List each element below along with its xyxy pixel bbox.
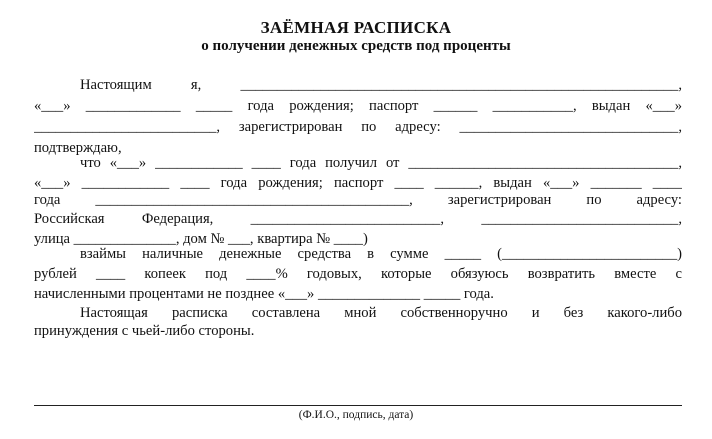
text-line-14: принуждения с чьей-либо стороны.	[34, 323, 255, 339]
signature-line	[34, 405, 682, 406]
document-subtitle: о получении денежных средств под проценты	[201, 38, 511, 54]
text-line-8: Российская Федерация, __________________________, ___________________________,	[34, 211, 682, 227]
text-line-11: рублей ____ копеек под ____% годовых, которые обязуюсь возвратить вместе с	[34, 266, 682, 282]
text-line-5: что «___» ____________ ____ года получил от _____________________________________,	[80, 155, 682, 171]
signature-caption: (Ф.И.О., подпись, дата)	[298, 409, 414, 421]
text-line-3: _________________________, зарегистрирован по адресу: ______________________________,	[34, 119, 682, 135]
document-title: ЗАЁМНАЯ РАСПИСКА	[260, 18, 452, 37]
text-line-13: Настоящая расписка составлена мной собственноручно и без какого-либо	[80, 305, 682, 321]
text-line-6: «___» ____________ ____ года рождения; паспорт ____ ______, выдан «___» _______ ____	[34, 175, 682, 191]
text-line-10: взаймы наличные денежные средства в сумме _____ (________________________)	[80, 246, 682, 262]
text-line-12: начисленными процентами не позднее «___» ______________ _____ года.	[34, 286, 494, 302]
text-line-2: «___» _____________ _____ года рождения; паспорт ______ ___________, выдан «___»	[34, 98, 682, 114]
text-line-9: улица ______________, дом № ___, квартира № ____)	[34, 231, 368, 247]
text-line-4: подтверждаю,	[34, 140, 122, 156]
text-line-1: Настоящим я, ____________________________________________________________,	[80, 77, 682, 93]
text-line-7: года ___________________________________________, зарегистрирован по адресу:	[34, 192, 682, 208]
